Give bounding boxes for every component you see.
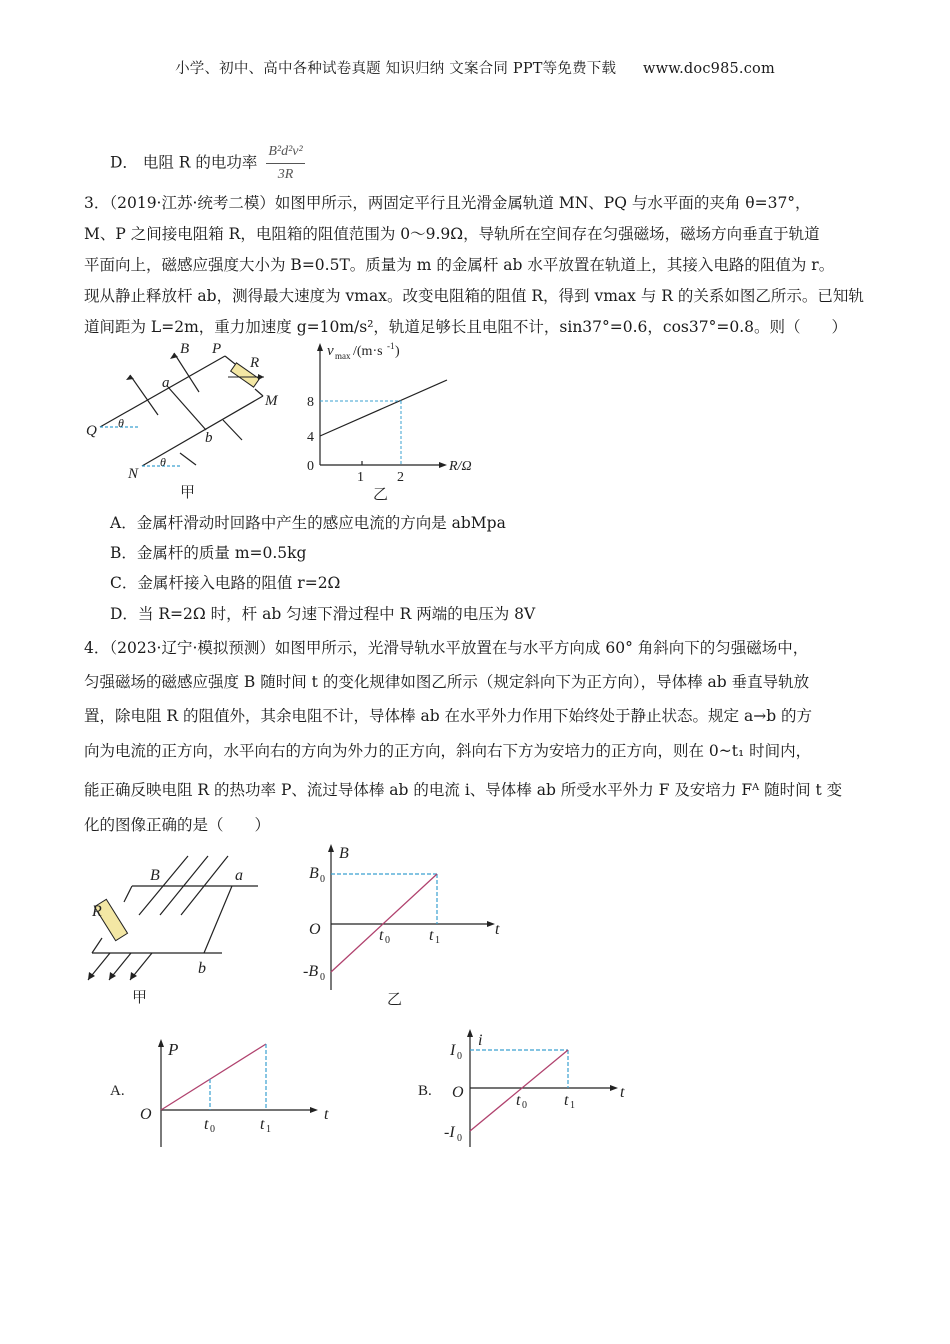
q4-figure-jia xyxy=(80,840,280,1010)
svg-text:I: I xyxy=(450,1042,456,1059)
svg-text:B: B xyxy=(150,867,160,884)
svg-text:t: t xyxy=(429,927,434,944)
q3-line-2: M、P 之间接电阻箱 R，电阻箱的阻值范围为 0～9.9Ω，导轨所在空间存在匀强磁场，磁场方向垂直于轨道 xyxy=(84,225,820,243)
q4-line-6: 化的图像正确的是（ ） xyxy=(84,816,271,834)
q4-figure-yi-chart xyxy=(295,840,515,1010)
q4-line-4: 向为电流的正方向，水平向右的方向为外力的正方向，斜向右下方为安培力的正方向，则在 0~t₁ 时间内， xyxy=(84,742,812,760)
power-formula xyxy=(266,142,304,185)
svg-text:R: R xyxy=(92,903,102,920)
svg-text:N: N xyxy=(128,466,139,482)
svg-text:M: M xyxy=(265,393,278,409)
svg-text:0: 0 xyxy=(320,972,325,983)
page-header xyxy=(0,57,950,78)
svg-text:甲: 甲 xyxy=(132,988,148,1006)
q4-option-a-chart[interactable] xyxy=(100,1025,350,1155)
svg-text:t: t xyxy=(324,1106,329,1123)
q4-line-2: 匀强磁场的磁感应强度 B 随时间 t 的变化规律如图乙所示（规定斜向下为正方向），导体棒 ab 垂直导轨放 xyxy=(84,673,810,691)
svg-text:): ) xyxy=(395,344,400,359)
svg-text:Q: Q xyxy=(86,423,97,439)
svg-text:O: O xyxy=(452,1084,464,1101)
svg-text:8: 8 xyxy=(307,395,314,410)
svg-text:B: B xyxy=(339,845,349,862)
svg-text:P: P xyxy=(212,341,222,357)
svg-text:乙: 乙 xyxy=(387,990,403,1008)
q4-option-b-chart[interactable] xyxy=(410,1025,640,1155)
svg-text:0: 0 xyxy=(385,935,390,946)
svg-text:t: t xyxy=(204,1116,209,1133)
svg-text:1: 1 xyxy=(266,1124,271,1135)
svg-text:0: 0 xyxy=(307,459,314,474)
svg-text:b: b xyxy=(198,960,206,977)
prev-option-d[interactable] xyxy=(110,142,305,185)
svg-text:1: 1 xyxy=(570,1100,575,1111)
q3-option-a[interactable] xyxy=(110,513,506,533)
option-text: 金属杆滑动时回路中产生的感应电流的方向是 abMpa xyxy=(136,514,506,532)
q3-option-d[interactable] xyxy=(110,604,535,624)
svg-text:B.: B. xyxy=(418,1083,432,1099)
q3-line-1: 3．（2019·江苏·统考二模）如图甲所示，两固定平行且光滑金属轨道 MN、PQ 与水平面的夹角 θ=37°， xyxy=(84,194,811,212)
svg-text:-B: -B xyxy=(303,963,319,980)
option-label: D． xyxy=(110,153,138,172)
q4-line-5: 能正确反映电阻 R 的热功率 P、流过导体棒 ab 的电流 i、导体棒 ab 所受水平外力 F 及安培力 Fᴬ 随时间 t 变 xyxy=(84,781,843,799)
formula-numerator: B²d²v² xyxy=(266,142,304,164)
svg-text:P: P xyxy=(168,1040,179,1059)
q3-line-4: 现从静止释放杆 ab，测得最大速度为 vmax。改变电阻箱的阻值 R，得到 vmax 与 R 的关系如图乙所示。已知轨 xyxy=(84,287,864,305)
svg-text:4: 4 xyxy=(307,430,314,445)
formula-denominator: 3R xyxy=(277,167,294,182)
option-label: A． xyxy=(110,514,137,532)
svg-text:t: t xyxy=(564,1092,569,1109)
option-label: B． xyxy=(110,544,137,562)
svg-text:t: t xyxy=(379,927,384,944)
svg-text:t: t xyxy=(516,1092,521,1109)
header-site-link[interactable]: www.doc985.com xyxy=(642,61,775,77)
svg-text:O: O xyxy=(309,921,321,938)
svg-text:0: 0 xyxy=(522,1100,527,1111)
svg-text:/(m·s: /(m·s xyxy=(353,344,383,359)
q3-line-5: 道间距为 L=2m，重力加速度 g=10m/s²，轨道足够长且电阻不计，sin37°=0.6，cos37°=0.8。则（ ） xyxy=(84,318,847,336)
svg-text:R/Ω: R/Ω xyxy=(449,459,472,474)
svg-text:1: 1 xyxy=(435,935,440,946)
svg-text:A.: A. xyxy=(110,1083,125,1099)
svg-text:0: 0 xyxy=(457,1133,462,1144)
svg-text:0: 0 xyxy=(210,1124,215,1135)
svg-text:B: B xyxy=(309,865,319,882)
svg-text:θ: θ xyxy=(160,455,166,469)
option-text: 电阻 R 的电功率 xyxy=(142,153,258,172)
svg-text:B: B xyxy=(180,341,190,357)
svg-text:2: 2 xyxy=(397,470,404,485)
svg-text:0: 0 xyxy=(457,1051,462,1062)
svg-text:甲: 甲 xyxy=(180,483,196,501)
svg-text:-1: -1 xyxy=(387,341,395,351)
q3-figure-yi-chart xyxy=(295,335,495,505)
svg-text:b: b xyxy=(205,430,213,446)
svg-text:t: t xyxy=(620,1084,625,1101)
svg-text:a: a xyxy=(162,375,170,391)
svg-text:t: t xyxy=(495,921,500,938)
option-text: 金属杆接入电路的阻值 r=2Ω xyxy=(137,574,341,592)
svg-text:乙: 乙 xyxy=(373,485,389,503)
svg-text:-I: -I xyxy=(444,1124,455,1141)
q3-option-b[interactable] xyxy=(110,543,306,563)
svg-text:max: max xyxy=(335,351,351,361)
q3-line-3: 平面向上，磁感应强度大小为 B=0.5T。质量为 m 的金属杆 ab 水平放置在轨道上，其接入电路的阻值为 r。 xyxy=(84,256,835,274)
svg-text:i: i xyxy=(478,1032,483,1049)
q3-option-c[interactable] xyxy=(110,573,340,593)
q4-line-3: 置，除电阻 R 的阻值外，其余电阻不计，导体棒 ab 在水平外力作用下始终处于静止状态。规定 a→b 的方 xyxy=(84,707,813,725)
svg-text:v: v xyxy=(327,343,334,359)
svg-text:R: R xyxy=(250,355,260,371)
svg-text:θ: θ xyxy=(118,416,124,430)
q3-figure-jia xyxy=(80,335,300,505)
header-text: 小学、初中、高中各种试卷真题 知识归纳 文案合同 PPT等免费下载 xyxy=(175,61,617,77)
option-text: 当 R=2Ω 时，杆 ab 匀速下滑过程中 R 两端的电压为 8V xyxy=(137,605,536,623)
svg-text:t: t xyxy=(260,1116,265,1133)
svg-text:1: 1 xyxy=(357,470,364,485)
option-label: D． xyxy=(110,605,138,623)
option-label: C． xyxy=(110,574,138,592)
option-text: 金属杆的质量 m=0.5kg xyxy=(136,544,307,562)
q4-line-1: 4．（2023·辽宁·模拟预测）如图甲所示，光滑导轨水平放置在与水平方向成 60° 角斜向下的匀强磁场中， xyxy=(84,639,809,657)
svg-text:O: O xyxy=(140,1106,152,1123)
svg-text:a: a xyxy=(235,867,243,884)
svg-text:0: 0 xyxy=(320,874,325,885)
